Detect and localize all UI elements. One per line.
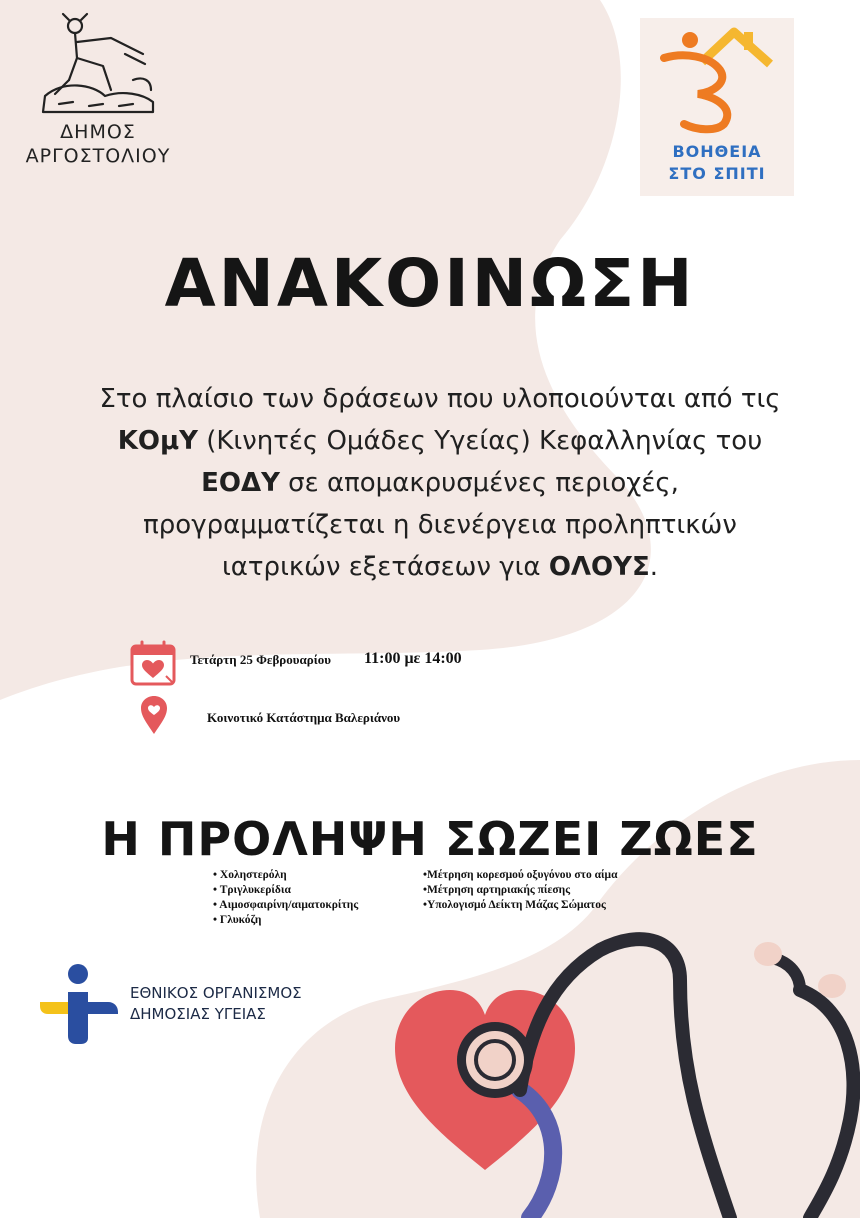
calendar-heart-icon [128, 640, 178, 688]
hermes-statue-icon [33, 10, 163, 120]
help-at-home-icon [640, 18, 794, 138]
announcement-title: ΑΝΑΚΟΙΝΩΣΗ [164, 245, 696, 322]
intro-line-4: προγραμματίζεται η διενέργεια προληπτικών [143, 510, 737, 540]
municipality-name-line1: ΔΗΜΟΣ [60, 121, 136, 143]
intro-line-2: ΚΟμΥ (Κινητές Ομάδες Υγείας) Κεφαλληνίας του [117, 426, 763, 456]
intro-line-1: Στο πλαίσιο των δράσεων που υλοποιούνται από τις [99, 384, 781, 414]
ear-tip-icon [754, 942, 782, 966]
list-item: • Γλυκόζη [213, 914, 262, 926]
intro-line-3: ΕΟΔΥ σε απομακρυσμένες περιοχές, [201, 468, 679, 498]
help-at-home-line1: ΒΟΗΘΕΙΑ [672, 142, 762, 161]
municipality-name-line2: ΑΡΓΟΣΤΟΛΙΟΥ [25, 145, 171, 167]
municipality-logo [18, 10, 178, 190]
eody-name-line1: ΕΘΝΙΚΟΣ ΟΡΓΑΝΙΣΜΟΣ [130, 984, 302, 1002]
eody-logo-icon [38, 962, 120, 1046]
eody-name-line2: ΔΗΜΟΣΙΑΣ ΥΓΕΙΑΣ [130, 1005, 266, 1023]
help-at-home-logo [640, 18, 794, 196]
komy-acronym: ΚΟμΥ [117, 426, 198, 456]
intro-paragraph [20, 378, 860, 588]
tests-list-left [213, 868, 358, 928]
list-item: • Τριγλυκερίδια [213, 884, 291, 896]
list-item: •Μέτρηση αρτηριακής πίεσης [423, 884, 571, 896]
event-location: Κοινοτικό Κατάστημα Βαλεριάνου [207, 710, 401, 725]
tests-list-right [423, 868, 618, 913]
event-time: 11:00 με 14:00 [364, 650, 462, 667]
event-date: Τετάρτη 25 Φεβρουαρίου [190, 652, 332, 667]
ear-tip-icon [818, 974, 846, 998]
heart-stethoscope-illustration [380, 920, 860, 1218]
list-item: •Υπολογισμό Δείκτη Μάζας Σώματος [423, 899, 606, 911]
list-item: •Μέτρηση κορεσμού οξυγόνου στο αίμα [423, 869, 618, 881]
location-pin-icon [138, 694, 170, 736]
help-at-home-line2: ΣΤΟ ΣΠΙΤΙ [668, 164, 766, 183]
slogan: Η ΠΡΟΛΗΨΗ ΣΩΖΕΙ ΖΩΕΣ [101, 812, 759, 866]
eody-acronym: ΕΟΔΥ [201, 468, 280, 498]
everyone-emphasis: ΟΛΟΥΣ [548, 552, 650, 582]
intro-line-5: ιατρικών εξετάσεων για ΟΛΟΥΣ. [221, 552, 659, 582]
eody-name [130, 983, 302, 1025]
list-item: • Χοληστερόλη [213, 869, 287, 881]
list-item: • Αιμοσφαιρίνη/αιματοκρίτης [213, 899, 359, 911]
